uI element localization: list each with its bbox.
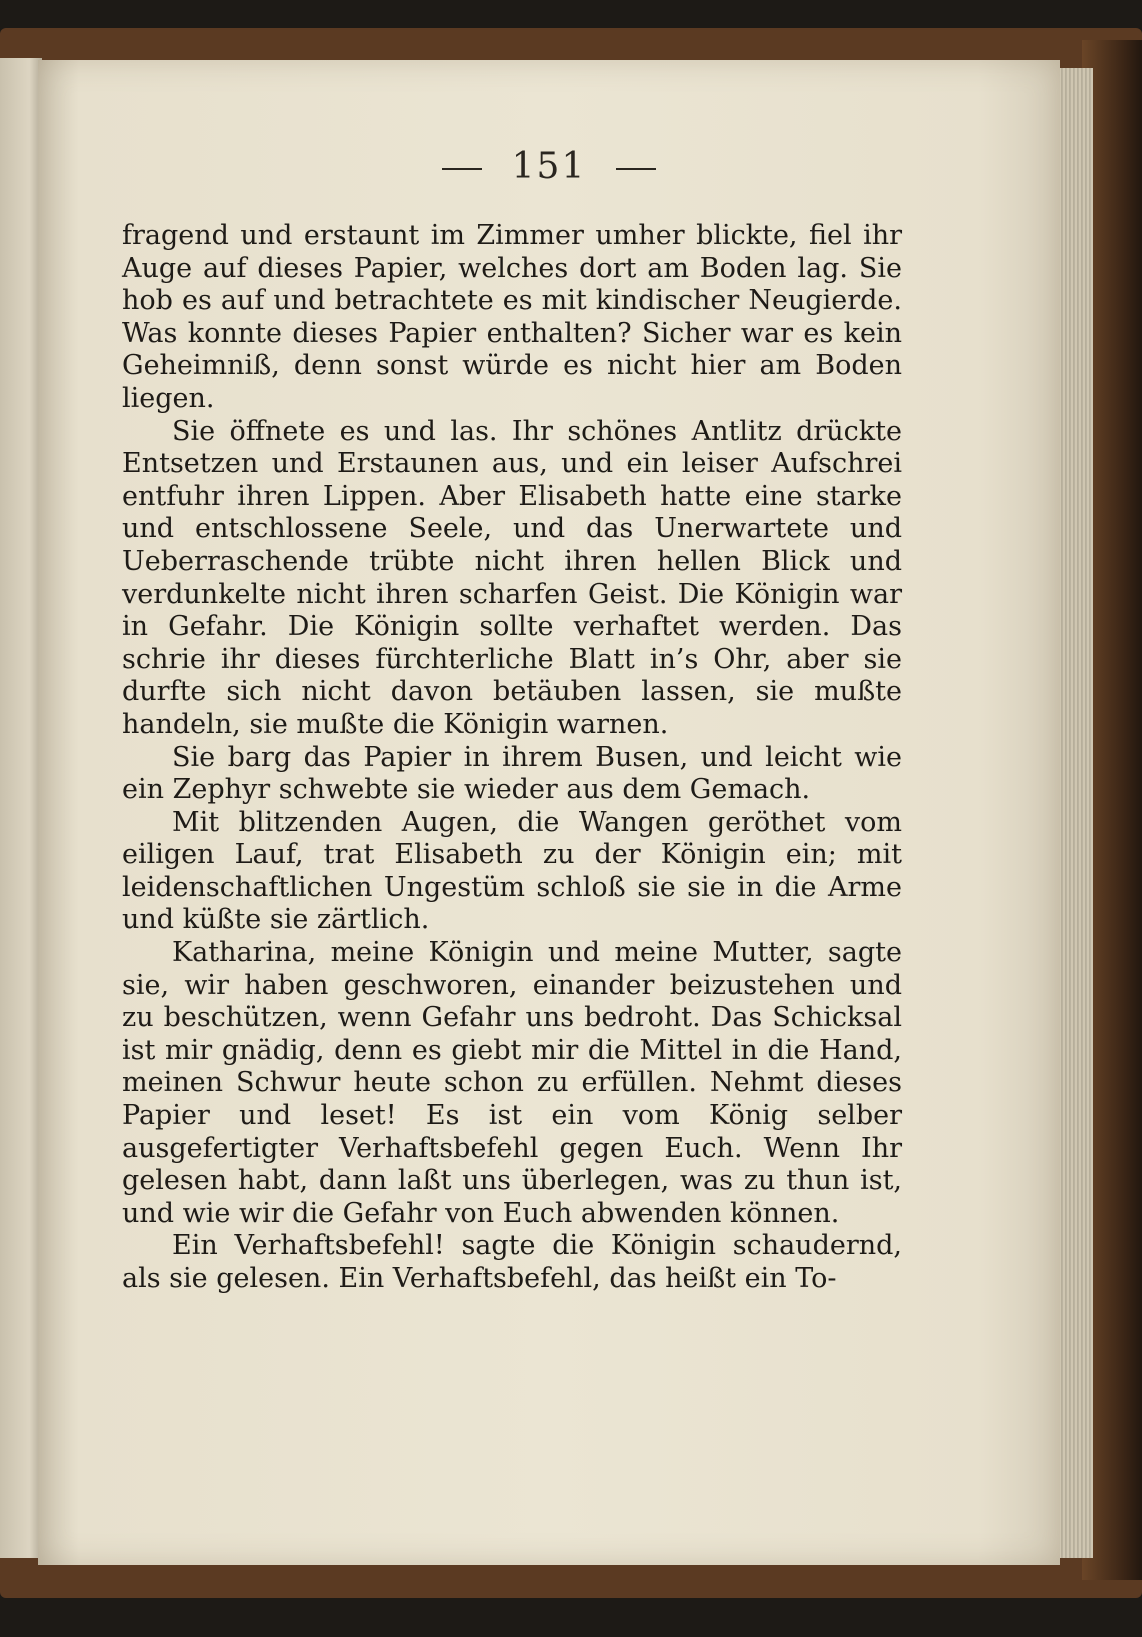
paragraph: Katharina, meine Königin und meine Mutter, sagte sie, wir haben geschworen, einander beizustehen und zu beschützen, wenn Gefahr uns bedroht. Das Schicksal ist mir gnädig, denn es giebt mir die Mittel in die Hand, meinen Schwur heute schon zu erfüllen. Nehmt dieses Papier und leset! Es ist ein vom König selber ausgefertigter Verhaftsbefehl gegen Euch. Wenn Ihr gelesen habt, dann laßt uns überlegen, was zu thun ist, und wie wir die Gefahr von Euch abwenden können.: [122, 937, 902, 1229]
header-dash-right: [616, 168, 656, 170]
header-dash-left: [442, 168, 482, 170]
paragraph: Sie öffnete es und las. Ihr schönes Antlitz drückte Entsetzen und Erstaunen aus, und ein leiser Aufschrei entfuhr ihren Lippen. Aber Elisabeth hatte eine starke und entschlossene Seele, und das Unerwartete und Ueberraschende trübte nicht ihren hellen Blick und verdunkelte nicht ihren scharfen Geist. Die Königin war in Gefahr. Die Königin sollte verhaftet werden. Das schrie ihr dieses fürchterliche Blatt in’s Ohr, aber sie durfte sich nicht davon betäuben lassen, sie mußte handeln, sie mußte die Königin warnen.: [122, 415, 902, 740]
paragraph: fragend und erstaunt im Zimmer umher blickte, fiel ihr Auge auf dieses Papier, welches dort am Boden lag. Sie hob es auf und betrachtete es mit kindischer Neugierde. Was konnte dieses Papier enthalten? Sicher war es kein Geheimniß, denn sonst würde es nicht hier am Boden liegen.: [122, 220, 902, 414]
page-header: [38, 146, 1060, 187]
previous-page-edge: [0, 58, 42, 1558]
paragraph: Ein Verhaftsbefehl! sagte die Königin schaudernd, als sie gelesen. Ein Verhaftsbefehl, das heißt ein To-: [122, 1230, 902, 1294]
page-stack-edges: [1055, 68, 1093, 1558]
book-page: [38, 60, 1060, 1565]
paragraph: Sie barg das Papier in ihrem Busen, und leicht wie ein Zephyr schwebte sie wieder aus dem Gemach.: [122, 741, 902, 806]
page-number: 151: [511, 146, 587, 187]
paragraph: Mit blitzenden Augen, die Wangen geröthet vom eiligen Lauf, trat Elisabeth zu der Königin ein; mit leidenschaftlichen Ungestüm schloß sie sie in die Arme und küßte sie zärtlich.: [122, 806, 902, 936]
page-body: [122, 220, 902, 1296]
